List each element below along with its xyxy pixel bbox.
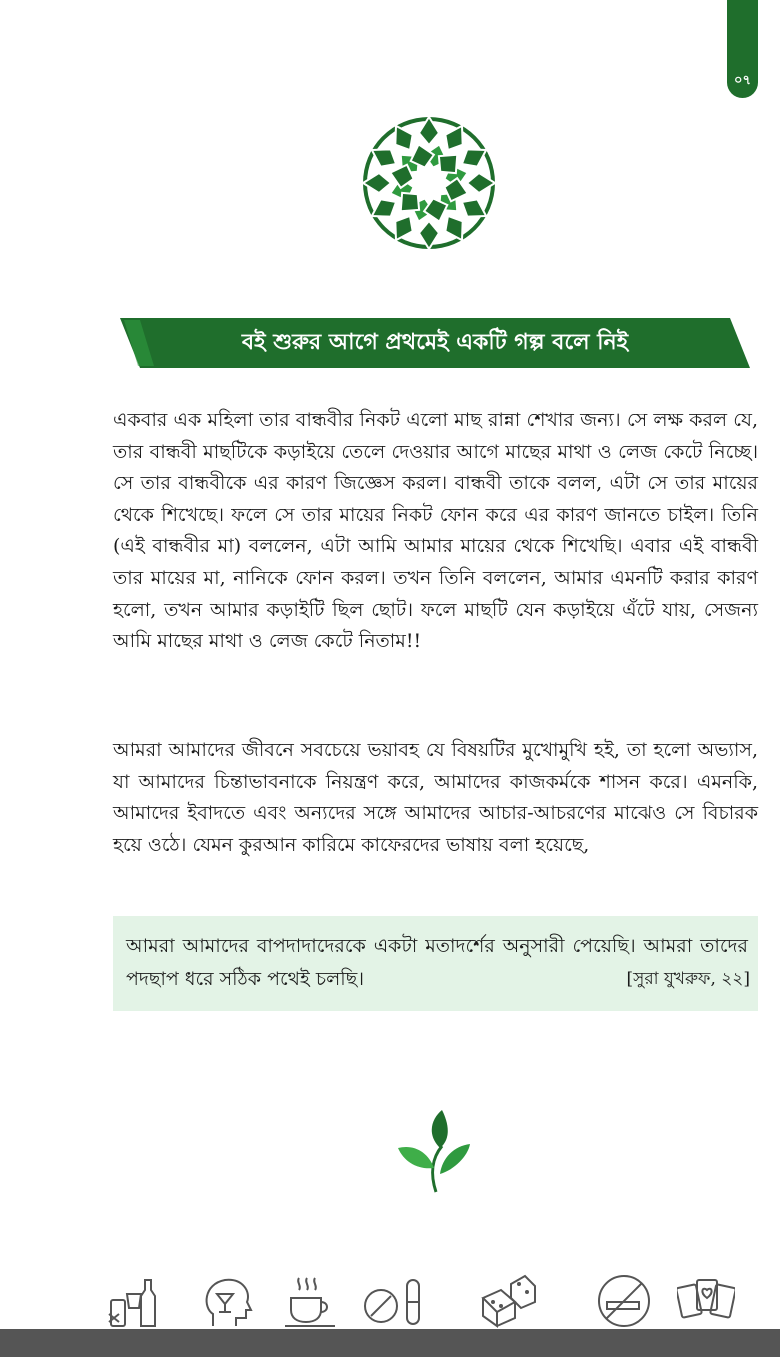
alcohol-icon bbox=[105, 1272, 163, 1330]
habit-paragraph: আমরা আমাদের জীবনে সবচেয়ে ভয়াবহ যে বিষয়টির মুখোমুখি হই, তা হলো অভ্যাস, যা আমাদের চিন্তাভাবনাকে নিয়ন্ত্রণ করে, আমাদের কাজকর্মকে শাসন করে। এমনকি, আমাদের ইবাদতে এবং অন্যদের সঙ্গে আমাদের আচার-আচরণের মাঝেও সে বিচারক হয়ে ওঠে। যেমন কুরআন কারিমে কাফেরদের ভাষায় বলা হয়েছে, bbox=[113, 739, 758, 856]
page-number: ০৭ bbox=[734, 73, 751, 88]
no-smoking-icon bbox=[595, 1272, 653, 1330]
islamic-rosette-ornament bbox=[358, 112, 500, 254]
bad-habits-icon-strip bbox=[105, 1272, 780, 1332]
leaf-icon bbox=[396, 1108, 474, 1194]
quran-quote-text: আমরা আমাদের বাপদাদাদেরকে একটা মতাদর্শের অনুসারী পেয়েছি। আমরা তাদের পদছাপ ধরে সঠিক পথেই চলছি। bbox=[126, 935, 748, 990]
quran-quote-reference: [সুরা যুখরুফ, ২২] bbox=[626, 969, 750, 989]
head-glass-icon bbox=[199, 1272, 257, 1330]
footer-bar bbox=[0, 1329, 780, 1357]
story-paragraph: একবার এক মহিলা তার বান্ধবীর নিকট এলো মাছ রান্না শেখার জন্য। সে লক্ষ করল যে, তার বান্ধবী মাছটিকে কড়াইয়ে তেলে দেওয়ার আগে মাছের মাথা ও লেজ কেটে নিচ্ছে। সে তার বান্ধবীকে এর কারণ জিজ্ঞেস করল। বান্ধবী তাকে বলল, এটা সে তার মায়ের থেকে শিখেছে। ফলে সে তার মায়ের নিকট ফোন করে এর কারণ জানতে চাইল। তিনি (এই বান্ধবীর মা) বললেন, এটা আমি আমার মায়ের থেকে শিখেছি। এবার এই বান্ধবী তার মায়ের মা, নানিকে ফোন করল। তখন তিনি বললেন, আমার এমনটি করার কারণ হলো, তখন আমার কড়াইটি ছিল ছোট। ফলে মাছটি যেন কড়াইয়ে এঁটে যায়, সেজন্য আমি মাছের মাথা ও লেজ কেটে নিতাম!! bbox=[113, 409, 758, 653]
coffee-cup-icon bbox=[281, 1272, 339, 1330]
playing-cards-icon bbox=[677, 1272, 735, 1330]
pills-icon bbox=[363, 1272, 421, 1330]
chapter-title: বই শুরুর আগে প্রথমেই একটি গল্প বলে নিই bbox=[241, 330, 629, 355]
dice-icon bbox=[479, 1272, 537, 1330]
